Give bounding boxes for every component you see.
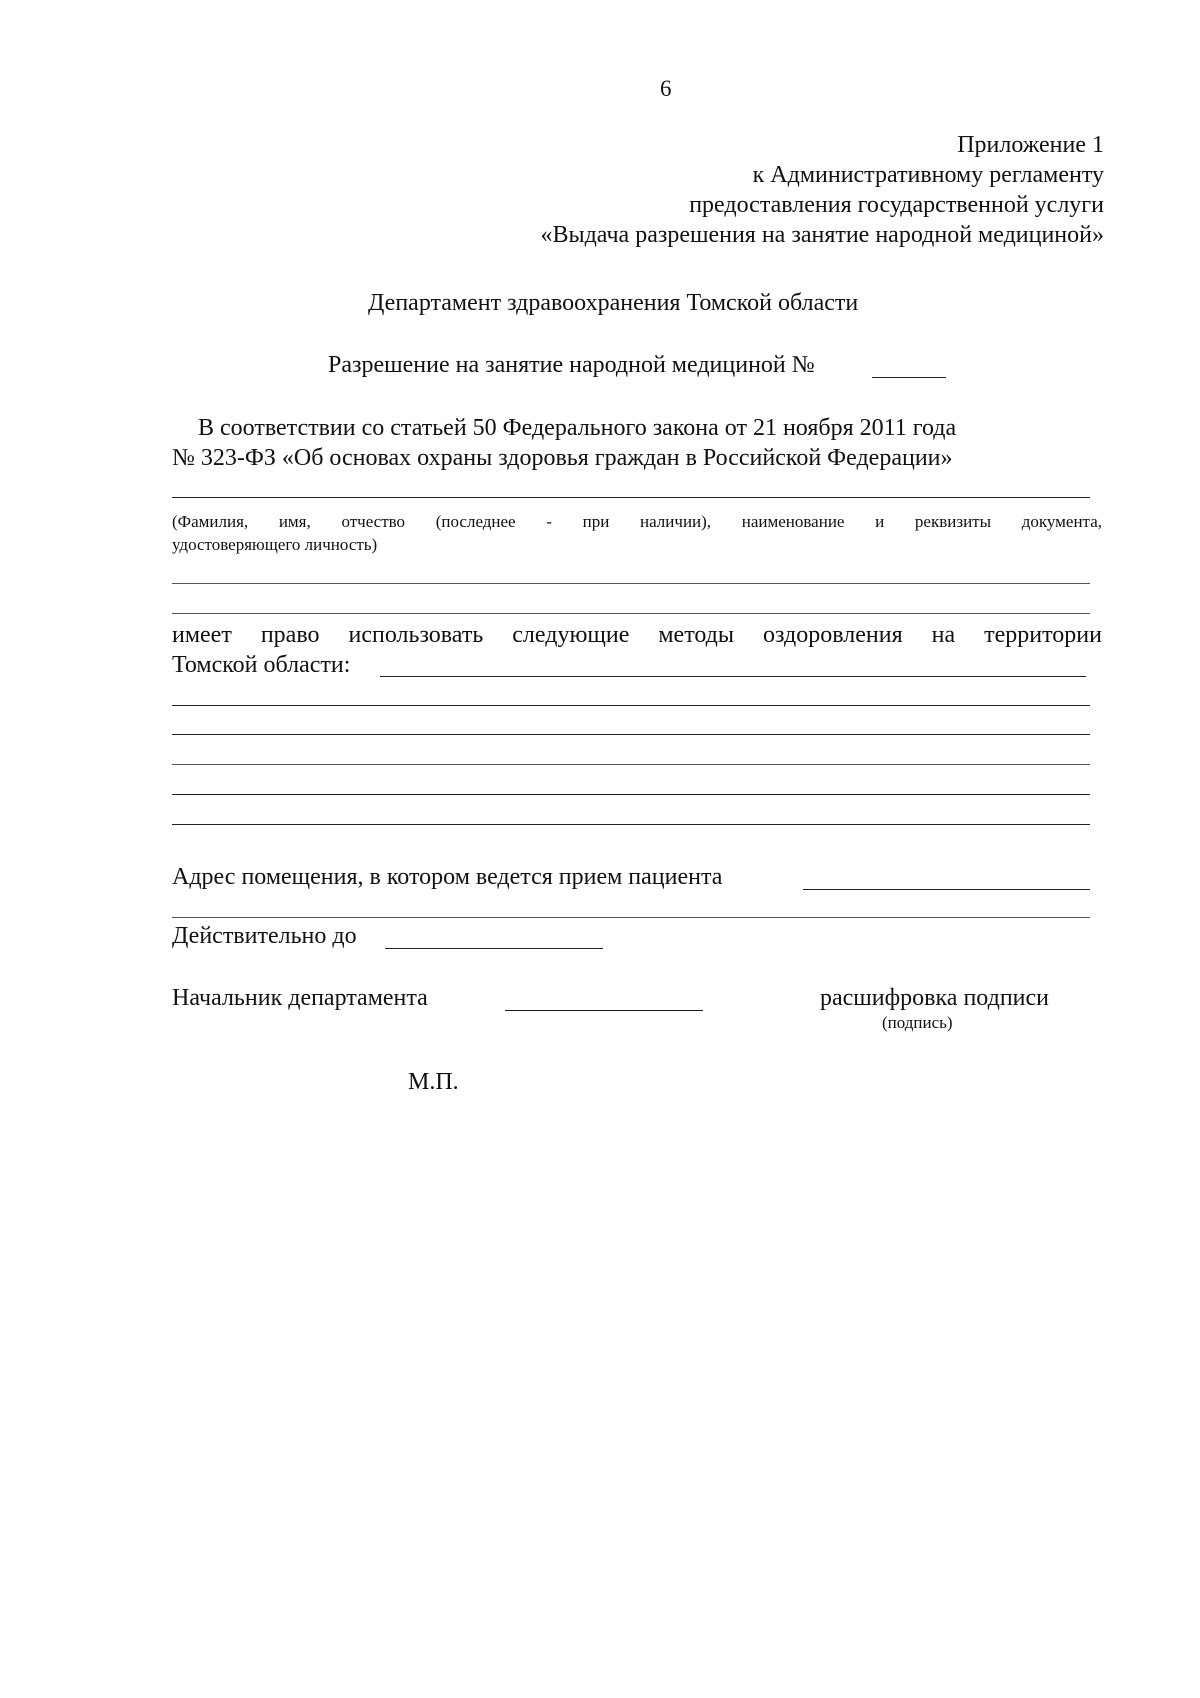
address-extra-line[interactable] — [172, 917, 1090, 918]
head-label: Начальник департамента — [172, 985, 428, 1011]
rights-line-2: Томской области: — [172, 652, 351, 678]
appendix-line-1: Приложение 1 — [957, 132, 1104, 158]
department-title: Департамент здравоохранения Томской области — [368, 290, 859, 316]
intro-line-2: № 323-ФЗ «Об основах охраны здоровья граждан в Российской Федерации» — [172, 445, 953, 471]
methods-field[interactable] — [380, 676, 1086, 677]
valid-until-field[interactable] — [385, 948, 603, 949]
fio-extra-line-2[interactable] — [172, 613, 1090, 614]
decode-signature-label: расшифровка подписи — [820, 985, 1050, 1011]
page-number: 6 — [660, 76, 672, 101]
permit-number-field[interactable] — [872, 377, 946, 378]
address-label: Адрес помещения, в котором ведется прием пациента — [172, 864, 723, 890]
rights-line-1: имеет право использовать следующие методы оздоровления на территории — [172, 622, 1102, 648]
intro-line-1: В соответствии со статьей 50 Федерального закона от 21 ноября 2011 года — [198, 415, 957, 441]
appendix-line-2: к Административному регламенту — [752, 162, 1104, 188]
seal-label: М.П. — [408, 1069, 459, 1095]
permit-title: Разрешение на занятие народной медициной № — [328, 352, 815, 378]
fio-caption-line-2: удостоверяющего личность) — [172, 535, 378, 554]
fio-field[interactable] — [172, 497, 1090, 498]
valid-until-label: Действительно до — [172, 923, 357, 949]
appendix-line-4: «Выдача разрешения на занятие народной медициной» — [540, 222, 1104, 248]
methods-line-3[interactable] — [172, 764, 1090, 765]
methods-line-1[interactable] — [172, 705, 1090, 706]
methods-line-2[interactable] — [172, 734, 1090, 735]
appendix-line-3: предоставления государственной услуги — [689, 192, 1104, 218]
signature-caption: (подпись) — [882, 1013, 953, 1032]
fio-extra-line-1[interactable] — [172, 583, 1090, 584]
methods-line-5[interactable] — [172, 824, 1090, 825]
address-field[interactable] — [803, 889, 1090, 890]
fio-caption-line-1: (Фамилия, имя, отчество (последнее - при наличии), наименование и реквизиты документа, — [172, 512, 1102, 531]
methods-line-4[interactable] — [172, 794, 1090, 795]
signature-field[interactable] — [505, 1010, 703, 1011]
